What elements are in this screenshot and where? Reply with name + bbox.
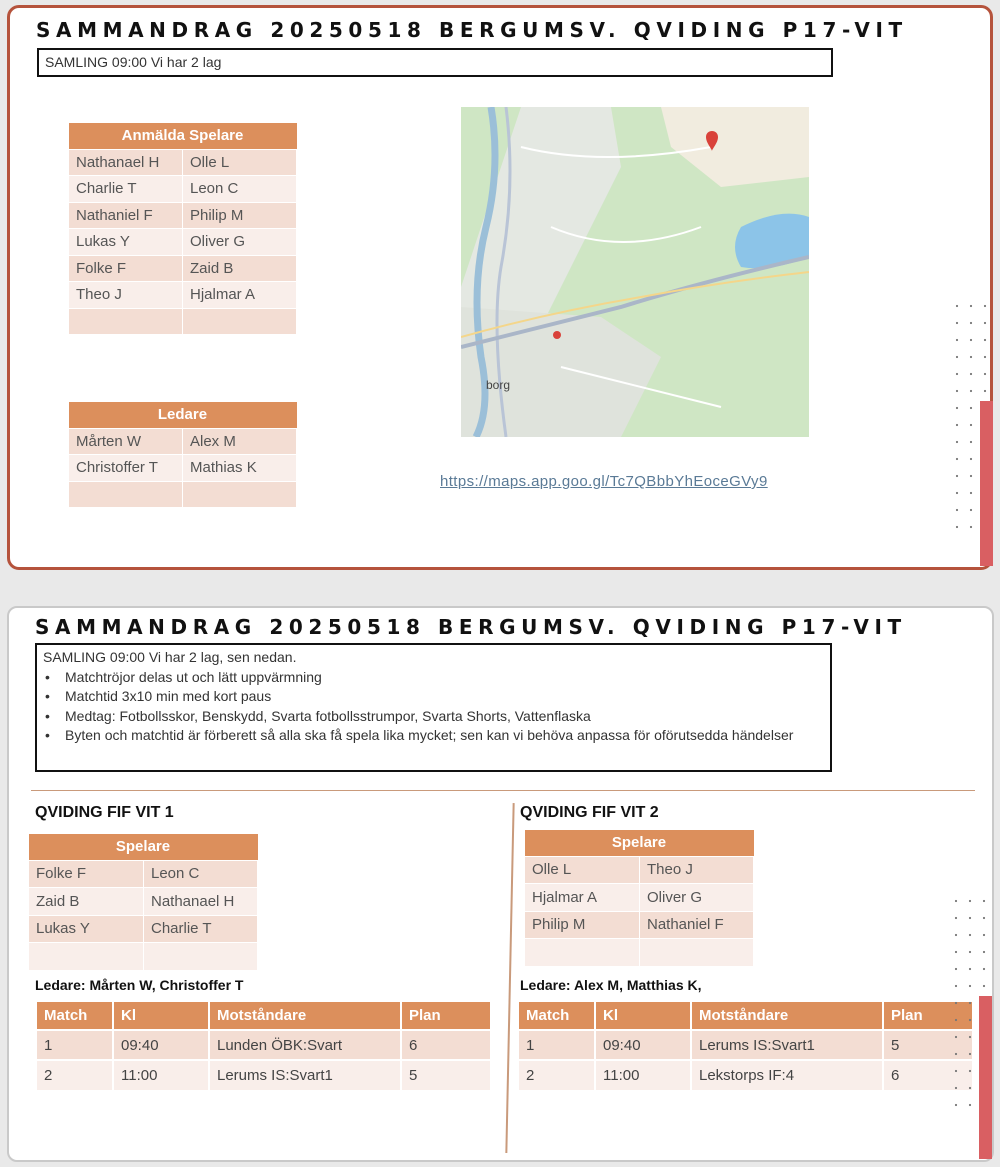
player-cell [640, 939, 754, 967]
player-cell: Charlie T [144, 915, 258, 943]
table-row [525, 911, 754, 939]
team-1-leaders: Ledare: Mårten W, Christoffer T [35, 977, 244, 993]
team-1-title: QVIDING FIF VIT 1 [35, 804, 174, 821]
table-row [37, 1030, 491, 1060]
column-header-time: Kl [595, 1002, 691, 1030]
player-cell: Nathaniel F [640, 911, 754, 939]
slide-1 [7, 5, 993, 570]
list-item: • Medtag: Fotbollsskor, Benskydd, Svarta fotbollsstrumpor, Svarta Shorts, Vattenflaska [43, 707, 824, 727]
accent-bar [979, 996, 992, 1159]
leader-cell: Mathias K [183, 455, 297, 482]
player-cell: Lukas Y [29, 915, 144, 943]
table-row [29, 943, 258, 971]
player-cell: Lukas Y [69, 229, 183, 256]
list-item: • Byten och matchtid är förberett så alla ska få spela lika mycket; sen kan vi behöva anpassa för oförutsedda händelser [43, 726, 824, 746]
match-cell: 2 [519, 1060, 595, 1090]
slide-2-info-box [35, 643, 832, 772]
player-cell: Charlie T [69, 176, 183, 203]
map-graphic [461, 107, 809, 437]
team-1-match-table [37, 1002, 492, 1090]
leaders-table [68, 402, 297, 508]
table-row [525, 884, 754, 912]
team-2-players-table [524, 830, 754, 967]
table-row [525, 856, 754, 884]
map-link[interactable]: https://maps.app.goo.gl/Tc7QBbbYhEoceGVy9 [440, 473, 768, 490]
team-2-leaders: Ledare: Alex M, Matthias K, [520, 977, 702, 993]
player-cell: Zaid B [29, 888, 144, 916]
team-2-match-table [519, 1002, 974, 1090]
team-2-title: QVIDING FIF VIT 2 [520, 804, 659, 821]
table-row [69, 455, 297, 482]
accent-bar [980, 401, 993, 566]
table-row [69, 282, 297, 309]
team-2-players-header: Spelare [525, 830, 754, 856]
team-1-players-header: Spelare [29, 834, 258, 860]
player-cell [183, 308, 297, 335]
leaders-header: Ledare [69, 402, 297, 428]
table-row [69, 308, 297, 335]
match-cell: 5 [883, 1030, 973, 1060]
registered-players-header: Anmälda Spelare [69, 123, 297, 149]
match-cell: 6 [401, 1030, 491, 1060]
player-cell: Hjalmar A [525, 884, 640, 912]
registered-players-table [68, 123, 297, 335]
column-header-opponent: Motståndare [691, 1002, 883, 1030]
player-cell: Nathanael H [144, 888, 258, 916]
divider-vertical [505, 803, 514, 1153]
match-cell: 11:00 [595, 1060, 691, 1090]
column-header-opponent: Motståndare [209, 1002, 401, 1030]
info-first-line: SAMLING 09:00 Vi har 2 lag, sen nedan. [43, 649, 297, 665]
player-cell: Hjalmar A [183, 282, 297, 309]
match-cell: 2 [37, 1060, 113, 1090]
table-row [519, 1060, 973, 1090]
player-cell: Leon C [144, 860, 258, 888]
player-cell: Olle L [525, 856, 640, 884]
player-cell: Nathanael H [69, 149, 183, 176]
map-image[interactable] [461, 107, 809, 437]
leader-cell: Christoffer T [69, 455, 183, 482]
leader-cell: Alex M [183, 428, 297, 455]
player-cell: Oliver G [183, 229, 297, 256]
player-cell: Theo J [69, 282, 183, 309]
slide-1-title: SAMMANDRAG 20250518 BERGUMSV. QVIDING P17-VIT [36, 18, 908, 42]
match-cell: Lunden ÖBK:Svart [209, 1030, 401, 1060]
match-cell: Lerums IS:Svart1 [209, 1060, 401, 1090]
player-cell: Nathaniel F [69, 202, 183, 229]
list-item: • Matchtröjor delas ut och lätt uppvärmning [43, 668, 824, 688]
table-row [69, 255, 297, 282]
leader-cell [69, 481, 183, 508]
slide-1-info-box: SAMLING 09:00 Vi har 2 lag [37, 48, 833, 77]
table-row [69, 229, 297, 256]
match-cell: 6 [883, 1060, 973, 1090]
table-row [29, 888, 258, 916]
table-row [29, 915, 258, 943]
slide-2-title: SAMMANDRAG 20250518 BERGUMSV. QVIDING P17-VIT [35, 615, 907, 639]
match-cell: 11:00 [113, 1060, 209, 1090]
column-header-match: Match [37, 1002, 113, 1030]
info-list [43, 668, 824, 746]
table-row [525, 939, 754, 967]
column-header-match: Match [519, 1002, 595, 1030]
player-cell [525, 939, 640, 967]
player-cell: Oliver G [640, 884, 754, 912]
player-cell: Folke F [29, 860, 144, 888]
player-cell: Leon C [183, 176, 297, 203]
player-cell [144, 943, 258, 971]
table-row [519, 1030, 973, 1060]
player-cell: Philip M [183, 202, 297, 229]
column-header-pitch: Plan [883, 1002, 973, 1030]
column-header-time: Kl [113, 1002, 209, 1030]
match-cell: Lerums IS:Svart1 [691, 1030, 883, 1060]
player-cell [69, 308, 183, 335]
leader-cell: Mårten W [69, 428, 183, 455]
leader-cell [183, 481, 297, 508]
match-cell: 1 [519, 1030, 595, 1060]
table-row [69, 176, 297, 203]
table-row [29, 860, 258, 888]
match-cell: Lekstorps IF:4 [691, 1060, 883, 1090]
table-row [37, 1060, 491, 1090]
player-cell: Folke F [69, 255, 183, 282]
table-row [69, 481, 297, 508]
match-cell: 09:40 [113, 1030, 209, 1060]
column-header-pitch: Plan [401, 1002, 491, 1030]
table-row [69, 202, 297, 229]
player-cell: Philip M [525, 911, 640, 939]
list-item: • Matchtid 3x10 min med kort paus [43, 687, 824, 707]
divider-horizontal [31, 790, 975, 791]
match-cell: 1 [37, 1030, 113, 1060]
table-row [69, 149, 297, 176]
player-cell [29, 943, 144, 971]
match-cell: 5 [401, 1060, 491, 1090]
slide-2 [7, 606, 994, 1162]
svg-text:borg: borg [486, 378, 511, 392]
team-1-players-table [28, 834, 258, 971]
table-row [69, 428, 297, 455]
player-cell: Olle L [183, 149, 297, 176]
match-cell: 09:40 [595, 1030, 691, 1060]
player-cell: Theo J [640, 856, 754, 884]
player-cell: Zaid B [183, 255, 297, 282]
